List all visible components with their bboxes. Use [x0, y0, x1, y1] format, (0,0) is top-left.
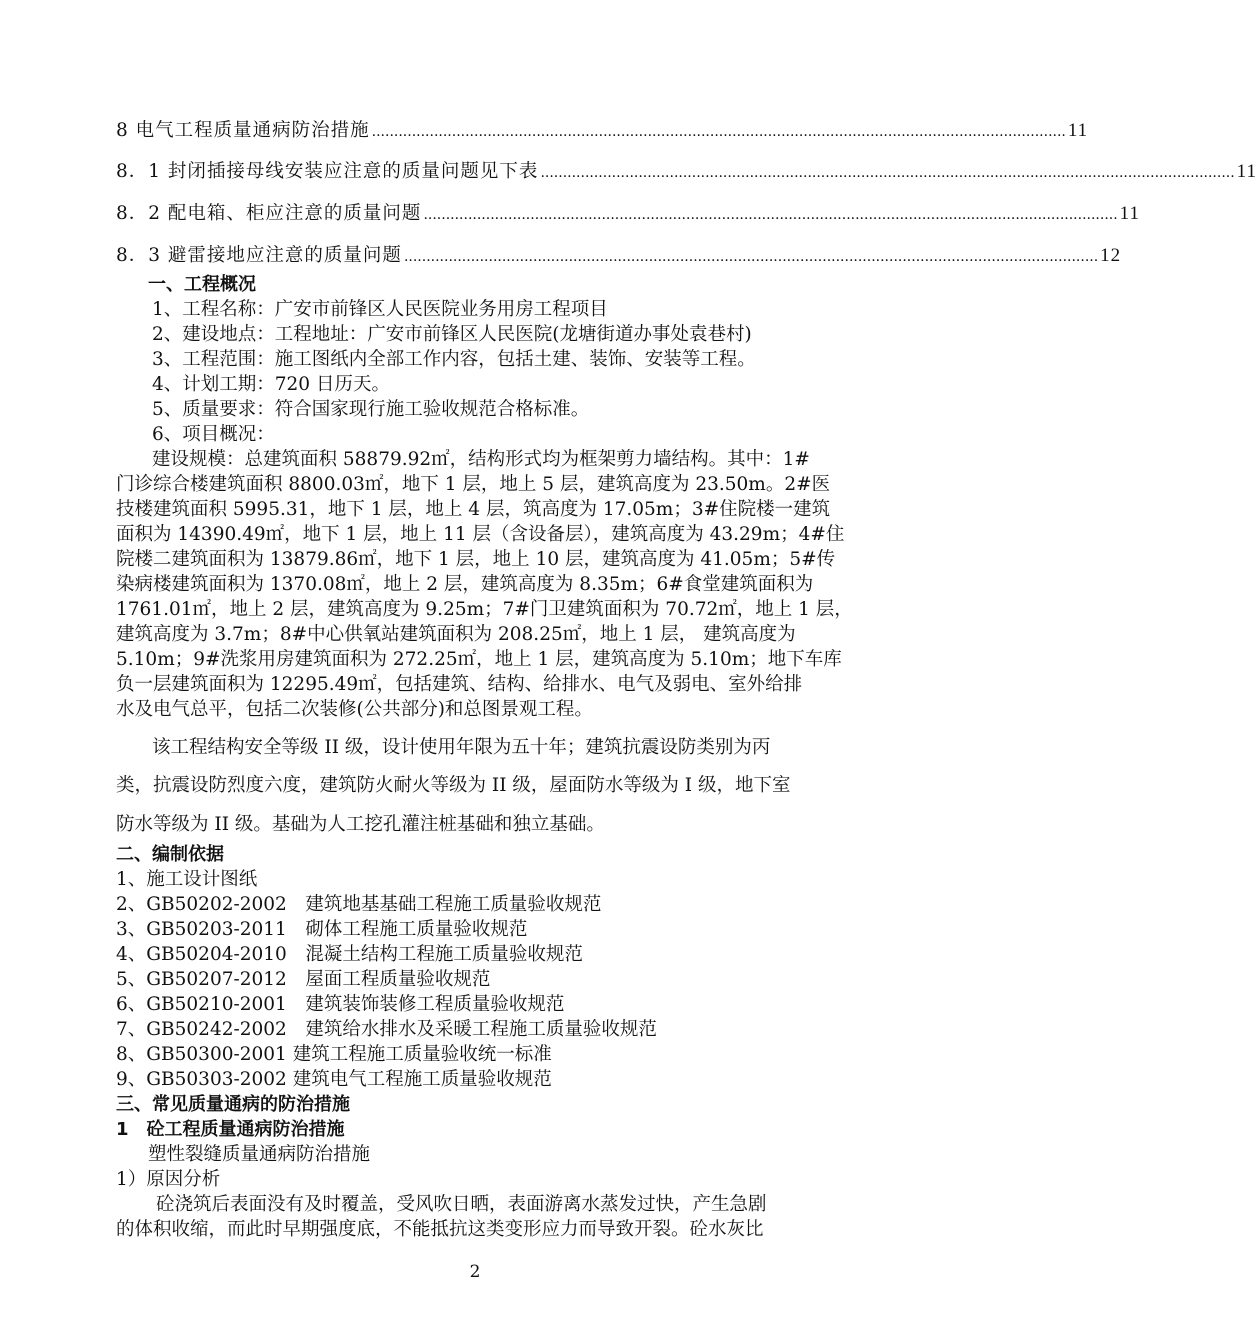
toc-entry-title: 8．2 配电箱、柜应注意的质量问题 — [116, 203, 422, 224]
overview-item: 6、项目概况： — [152, 424, 275, 445]
toc-entry-page: 11 — [1236, 161, 1257, 182]
toc-leader-dots: ............................................................................................................................................................ — [403, 249, 1099, 265]
overview-item: 3、工程范围：施工图纸内全部工作内容，包括土建、装饰、安装等工程。 — [152, 349, 756, 370]
scale-text-line: 面积为 14390.49㎡，地下 1 层，地上 11 层（含设备层），建筑高度为 43.29m；4#住 — [116, 524, 845, 545]
scale-text-line: 门诊综合楼建筑面积 8800.03㎡，地下 1 层，地上 5 层，建筑高度为 23.50m。2#医 — [116, 474, 831, 495]
scale-text-line: 技楼建筑面积 5995.31，地下 1 层，地上 4 层，筑高度为 17.05m；3#住院楼一建筑 — [116, 499, 831, 520]
reference-item: 1、施工设计图纸 — [116, 869, 258, 890]
safety-text-line: 防水等级为 II 级。基础为人工挖孔灌注桩基础和独立基础。 — [116, 814, 605, 835]
toc-entry-title: 8 电气工程质量通病防治措施 — [116, 120, 370, 141]
safety-text-line: 类，抗震设防烈度六度，建筑防火耐火等级为 II 级，屋面防水等级为 I 级，地下室 — [116, 775, 791, 796]
reference-item: 9、GB50303-2002 建筑电气工程施工质量验收规范 — [116, 1069, 552, 1090]
overview-item: 2、建设地点：工程地址：广安市前锋区人民医院(龙塘街道办事处袁巷村) — [152, 324, 752, 345]
scale-text-line: 负一层建筑面积为 12295.49㎡，包括建筑、结构、给排水、电气及弱电、室外给排 — [116, 674, 803, 695]
scale-text-line: 建筑高度为 3.7m；8#中心供氧站建筑面积为 208.25㎡，地上 1 层， 建筑高度为 — [116, 624, 796, 645]
toc-entry[interactable] — [116, 241, 1122, 269]
toc-entry[interactable] — [116, 116, 1089, 144]
section-heading: 一、工程概况 — [148, 274, 256, 295]
cause-text-line: 砼浇筑后表面没有及时覆盖，受风吹日晒，表面游离水蒸发过快，产生急剧 — [156, 1194, 767, 1215]
reference-item: 4、GB50204-2010 混凝土结构工程施工质量验收规范 — [116, 944, 583, 965]
reference-item: 3、GB50203-2011 砌体工程施工质量验收规范 — [116, 919, 528, 940]
toc-entry-title: 8．3 避雷接地应注意的质量问题 — [116, 245, 402, 266]
scale-text-line: 水及电气总平，包括二次装修(公共部分)和总图景观工程。 — [116, 699, 593, 720]
section-heading: 三、常见质量通病的防治措施 — [116, 1094, 350, 1115]
overview-item: 5、质量要求：符合国家现行施工验收规范合格标准。 — [152, 399, 590, 420]
toc-entry[interactable] — [116, 199, 1140, 227]
page-number: 2 — [469, 1262, 481, 1282]
toc-entry-page: 12 — [1100, 245, 1122, 266]
reference-item: 8、GB50300-2001 建筑工程施工质量验收统一标准 — [116, 1044, 552, 1065]
toc-leader-dots: ............................................................................................................................................................ — [371, 124, 1066, 140]
toc-entry-page: 11 — [1067, 120, 1089, 141]
safety-text-line: 该工程结构安全等级 II 级，设计使用年限为五十年；建筑抗震设防类别为丙 — [152, 737, 771, 758]
toc-leader-dots: ............................................................................................................................................................ — [423, 207, 1118, 223]
toc-entry-page: 11 — [1119, 203, 1140, 224]
cause-text-line: 的体积收缩，而此时早期强度底，不能抵抗这类变形应力而导致开裂。砼水灰比 — [116, 1219, 764, 1240]
reference-item: 6、GB50210-2001 建筑装饰装修工程质量验收规范 — [116, 994, 565, 1015]
scale-text-line: 1761.01㎡，地上 2 层，建筑高度为 9.25m；7#门卫建筑面积为 70.72㎡，地上 1 层， — [116, 599, 853, 620]
reference-item: 5、GB50207-2012 屋面工程质量验收规范 — [116, 969, 491, 990]
scale-text-line: 院楼二建筑面积为 13879.86㎡，地下 1 层，地上 10 层，建筑高度为 41.05m；5#传 — [116, 549, 836, 570]
section-heading: 二、编制依据 — [116, 844, 224, 865]
scale-text-line: 5.10m；9#洗浆用房建筑面积为 272.25㎡，地上 1 层，建筑高度为 5.10m；地下车库 — [116, 649, 842, 670]
toc-entry-title: 8．1 封闭插接母线安装应注意的质量问题见下表 — [116, 161, 539, 182]
overview-item: 4、计划工期：720 日历天。 — [152, 374, 390, 395]
reference-item: 7、GB50242-2002 建筑给水排水及采暖工程施工质量验收规范 — [116, 1019, 657, 1040]
reference-item: 2、GB50202-2002 建筑地基基础工程施工质量验收规范 — [116, 894, 602, 915]
cause-label: 1）原因分析 — [116, 1169, 221, 1190]
scale-text-line: 建设规模：总建筑面积 58879.92㎡，结构形式均为框架剪力墙结构。其中：1# — [152, 449, 810, 470]
toc-leader-dots: ............................................................................................................................................................ — [540, 165, 1235, 181]
toc-entry[interactable] — [116, 157, 1257, 185]
subsection-heading: 1 砼工程质量通病防治措施 — [116, 1119, 345, 1140]
subsection-title: 塑性裂缝质量通病防治措施 — [148, 1144, 371, 1165]
scale-text-line: 染病楼建筑面积为 1370.08㎡，地上 2 层，建筑高度为 8.35m；6#食堂建筑面积为 — [116, 574, 814, 595]
overview-item: 1、工程名称：广安市前锋区人民医院业务用房工程项目 — [152, 299, 608, 320]
